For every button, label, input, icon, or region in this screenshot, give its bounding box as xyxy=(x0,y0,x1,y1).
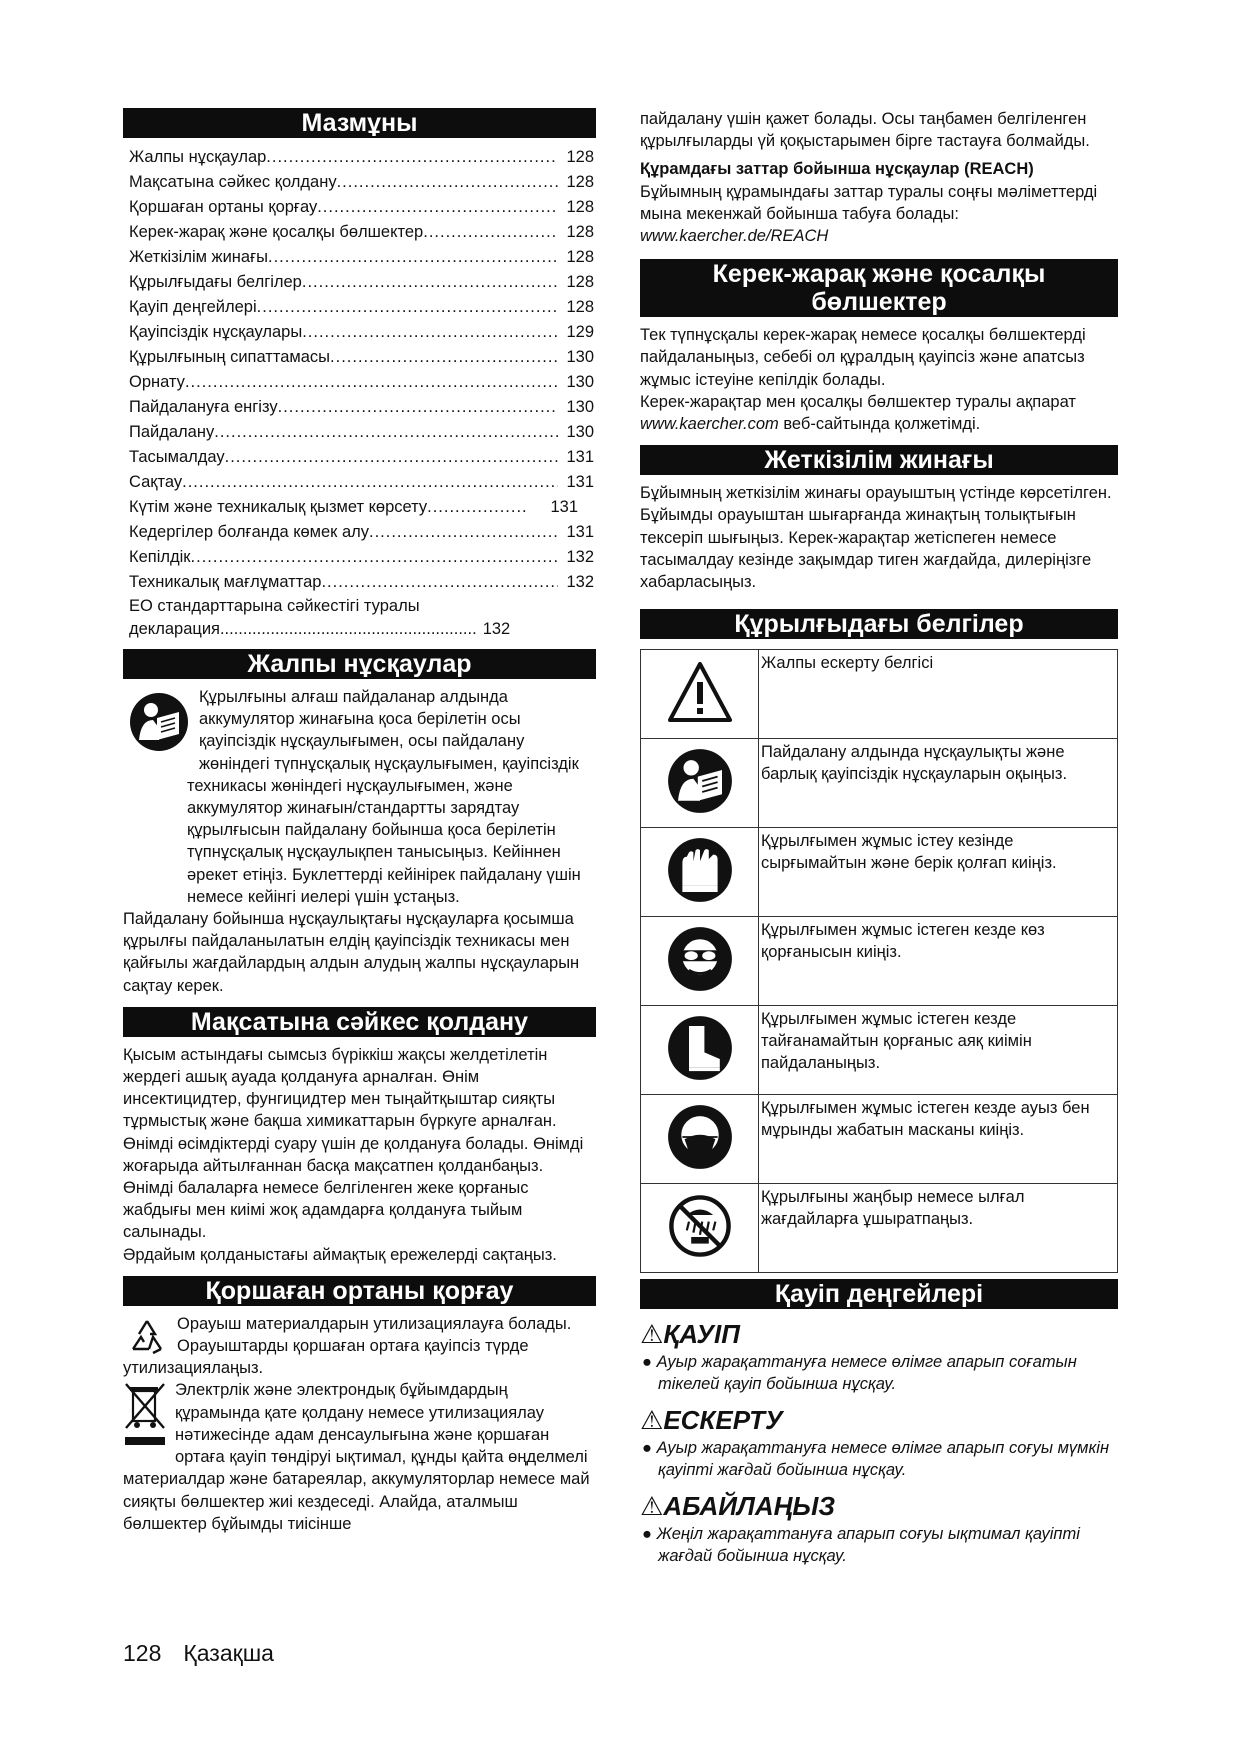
environment-text-continued: пайдалану үшін қажет болады. Осы таңбамен белгіленген құрылғыларды үй қоқыстарымен бірге тастауға болмайды. xyxy=(640,110,1090,151)
toc-item[interactable]: Кепілдік ..... 132 xyxy=(123,545,596,570)
table-row: Құрылғымен жұмыс істеген кезде көз қорғанысын киіңіз. xyxy=(641,917,1118,1006)
toc-item[interactable]: Қауіпсіздік нұсқаулары ..... 129 xyxy=(123,320,596,345)
section-heading-general: Жалпы нұсқаулар xyxy=(123,649,596,679)
page-footer xyxy=(123,1640,274,1667)
language-label: Қазақша xyxy=(183,1640,274,1666)
table-row: Пайдалану алдында нұсқаулықты және барлық қауіпсіздік нұсқауларын оқыңыз. xyxy=(641,739,1118,828)
intended-use-text-2: Әрдайым қолданыстағы аймақтық ережелерді сақтаңыз. xyxy=(123,1245,557,1264)
toc-item[interactable]: Қауіп деңгейлері ..... 128 xyxy=(123,295,596,320)
hazard-danger-desc: ● Ауыр жарақаттануға немесе өлімге апарып соғатын тікелей қауіп бойынша нұсқау. xyxy=(642,1353,1077,1394)
mask-icon xyxy=(667,1104,733,1170)
table-row: Құрылғымен жұмыс істеген кезде тайғанамайтын қорғаныс аяқ киімін пайдаланыңыз. xyxy=(641,1006,1118,1095)
section-heading-intended-use: Мақсатына сәйкес қолдану xyxy=(123,1007,596,1037)
table-row: Құрылғымен жұмыс істеу кезінде сырғымайтын және берік қолғап киіңіз. xyxy=(641,828,1118,917)
environment-text: Орауыш материалдарын утилизациялауға болады. Орауыштарды қоршаған ортаға қауіпсіз түрде утилизациялаңыз. xyxy=(123,1314,572,1378)
hazard-levels xyxy=(640,1319,1118,1567)
section-heading-hazard: Қауіп деңгейлері xyxy=(640,1279,1118,1309)
section-heading-accessories: Керек-жарақ және қосалқы бөлшектер xyxy=(640,259,1118,317)
kaercher-link[interactable]: www.kaercher.com xyxy=(640,415,779,434)
toc-item[interactable]: Күтім және техникалық қызмет көрсету ..... 131 xyxy=(123,495,596,520)
delivery-text: Бұйымның жеткізілім жинағы орауыштың үстінде көрсетілген. Бұйымды орауыштан шығарғанда жинақтың толықтығын тексеріп шығыңыз. Керек-жарақтар жетіспеген немесе тасымалдау кезінде зақымдар тиген жағдайда, дилеріңізге хабарласыңыз. xyxy=(640,484,1112,592)
hazard-caution-title: ⚠АБАЙЛАҢЫЗ xyxy=(640,1491,836,1522)
toc-item[interactable]: Мақсатына сәйкес қолдану ..... 128 xyxy=(123,170,596,195)
warning-triangle-icon: ⚠ xyxy=(640,1319,664,1350)
warning-triangle-icon: ⚠ xyxy=(640,1491,664,1522)
read-manual-icon xyxy=(129,692,189,752)
intended-use-text: Қысым астындағы сымсыз бүріккіш жақсы желдетілетін жердегі ашық ауада қолдануға арналған. Өнім инсектицидтер, фунгицидтер мен тыңайтқыштар сияқты тұрмыстық және бақша химикаттарын бүркуге арналған. Өнімді өсімдіктерді суару үшін де қолдануға болады. Өнімді жоғарыда айтылғаннан басқа мақсатпен қолданбаңыз. Өнімді балаларға немесе белгіленген жеке қорғаныс жабдығы мен киімі жоқ адамдарға қолдануға тыйым салынады. xyxy=(123,1045,584,1242)
toc-item[interactable]: Тасымалдау ..... 131 xyxy=(123,445,596,470)
environment-section xyxy=(123,1313,596,1535)
warning-triangle-icon xyxy=(668,660,732,724)
crossed-bin-icon xyxy=(123,1381,167,1447)
reach-link[interactable]: www.kaercher.de/REACH xyxy=(640,227,829,246)
accessories-section xyxy=(640,324,1118,435)
hazard-danger-title: ⚠ҚАУІП xyxy=(640,1319,740,1350)
hazard-caution-desc: ● Жеңіл жарақаттануға апарып соғуы ықтимал қауіпті жағдай бойынша нұсқау. xyxy=(642,1525,1080,1566)
accessories-text: Тек түпнұсқалы керек-жарақ немесе қосалқы бөлшектерді пайдаланыңыз, себебі ол құралдың қауіпсіз және апатсыз жұмыс істеуіне кепілдік болады. xyxy=(640,326,1086,389)
toc-item[interactable]: Кедергілер болғанда көмек алу ..... 131 xyxy=(123,520,596,545)
toc-item[interactable]: Пайдалануға енгізу ..... 130 xyxy=(123,395,596,420)
left-column xyxy=(123,108,596,1535)
no-rain-icon xyxy=(667,1193,733,1259)
toc-item[interactable]: Техникалық мағлұматтар ..... 132 xyxy=(123,570,596,595)
section-heading-symbols: Құрылғыдағы белгілер xyxy=(640,609,1118,639)
table-of-contents xyxy=(123,145,596,641)
intended-use-section xyxy=(123,1044,596,1266)
accessories-text-2: Керек-жарақтар мен қосалқы бөлшектер туралы ақпарат www.kaercher.com веб-сайтында қолжетімді. xyxy=(640,392,1076,434)
toc-item[interactable]: Пайдалану ..... 130 xyxy=(123,420,596,445)
toc-item[interactable]: Жалпы нұсқаулар ..... 128 xyxy=(123,145,596,170)
section-heading-environment: Қоршаған ортаны қорғау xyxy=(123,1276,596,1306)
section-heading-delivery: Жеткізілім жинағы xyxy=(640,445,1118,475)
toc-item[interactable]: Орнату ..... 130 xyxy=(123,370,596,395)
page-number: 128 xyxy=(123,1640,162,1666)
toc-item[interactable]: Құрылғының сипаттамасы ..... 130 xyxy=(123,345,596,370)
warning-triangle-icon: ⚠ xyxy=(640,1405,664,1436)
toc-item[interactable]: Қоршаған ортаны қорғау ..... 128 xyxy=(123,195,596,220)
general-text-2: Пайдалану бойынша нұсқаулықтағы нұсқауларға қосымша құрылғы пайдаланылатын елдің қауіпсіздік техникасы мен қайғылы жағдайлардың алдын алудың жалпы нұсқауларын сақтау керек. xyxy=(123,910,580,995)
hazard-warning-desc: ● Ауыр жарақаттануға немесе өлімге апарып соғуы мүмкін қауіпті жағдай бойынша нұсқау. xyxy=(642,1439,1110,1480)
hazard-warning-title: ⚠ЕСКЕРТУ xyxy=(640,1405,783,1436)
right-column xyxy=(640,108,1118,1567)
toc-item[interactable]: Керек-жарақ және қосалқы бөлшектер ..... 128 xyxy=(123,220,596,245)
reach-heading: Құрамдағы заттар бойынша нұсқаулар (REACH) xyxy=(640,160,1034,179)
reach-text: Бұйымның құрамындағы заттар туралы соңғы мәліметтерді мына мекенжай бойынша табуға болады: www.kaercher.de/REACH xyxy=(640,182,1098,246)
toc-item[interactable]: Сақтау ..... 131 xyxy=(123,470,596,495)
toc-item[interactable]: Құрылғыдағы белгілер ..... 128 xyxy=(123,270,596,295)
symbols-table xyxy=(640,649,1118,1273)
general-section xyxy=(123,686,596,997)
environment-text-2: Электрлік және электрондық бұйымдардың құрамында қате қолдану немесе утилизациялау нәтижесінде адам денсаулығына және қоршаған ортаға қауіп төндіруі ықтимал, құнды қайта өңделмелі материалдар және батареялар, аккумуляторлар немесе май сияқты бөлшектер жиі кездеседі. Алайда, аталмыш бөлшектер бұйымды тиісінше xyxy=(123,1381,590,1533)
table-row: Құрылғыны жаңбыр немесе ылғал жағдайларға ұшыратпаңыз. xyxy=(641,1184,1118,1273)
goggles-icon xyxy=(667,926,733,992)
general-text: Құрылғыны алғаш пайдаланар алдында аккумулятор жинағына қоса берілетін осы қауіпсіздік нұсқаулығымен, осы пайдалану жөніндегі түпнұсқалық нұсқаулығымен, қауіпсіздік техникасы жөніндегі нұсқаулығымен, және аккумулятор жинағын/стандартты зарядтау құрылғысын пайдалану бойынша қоса берілетін түпнұсқалық нұсқаулықпен танысыңыз. Кейіннен әрекет етіңіз. Буклеттерді кейінірек пайдалану үшін немесе кейінгі иелері үшін ұстаңыз. xyxy=(187,688,581,906)
gloves-icon xyxy=(667,837,733,903)
recycle-icon xyxy=(127,1317,167,1357)
table-row: Құрылғымен жұмыс істеген кезде ауыз бен мұрынды жабатын масканы киіңіз. xyxy=(641,1095,1118,1184)
table-row: Жалпы ескерту белгісі xyxy=(641,650,1118,739)
toc-heading: Мазмұны xyxy=(123,108,596,138)
boots-icon xyxy=(667,1015,733,1081)
toc-item[interactable]: Жеткізілім жинағы ..... 128 xyxy=(123,245,596,270)
toc-item[interactable]: ЕО стандарттарына сәйкестігі туралы декларация........................................................ 132 xyxy=(129,597,511,638)
read-manual-icon xyxy=(667,748,733,814)
